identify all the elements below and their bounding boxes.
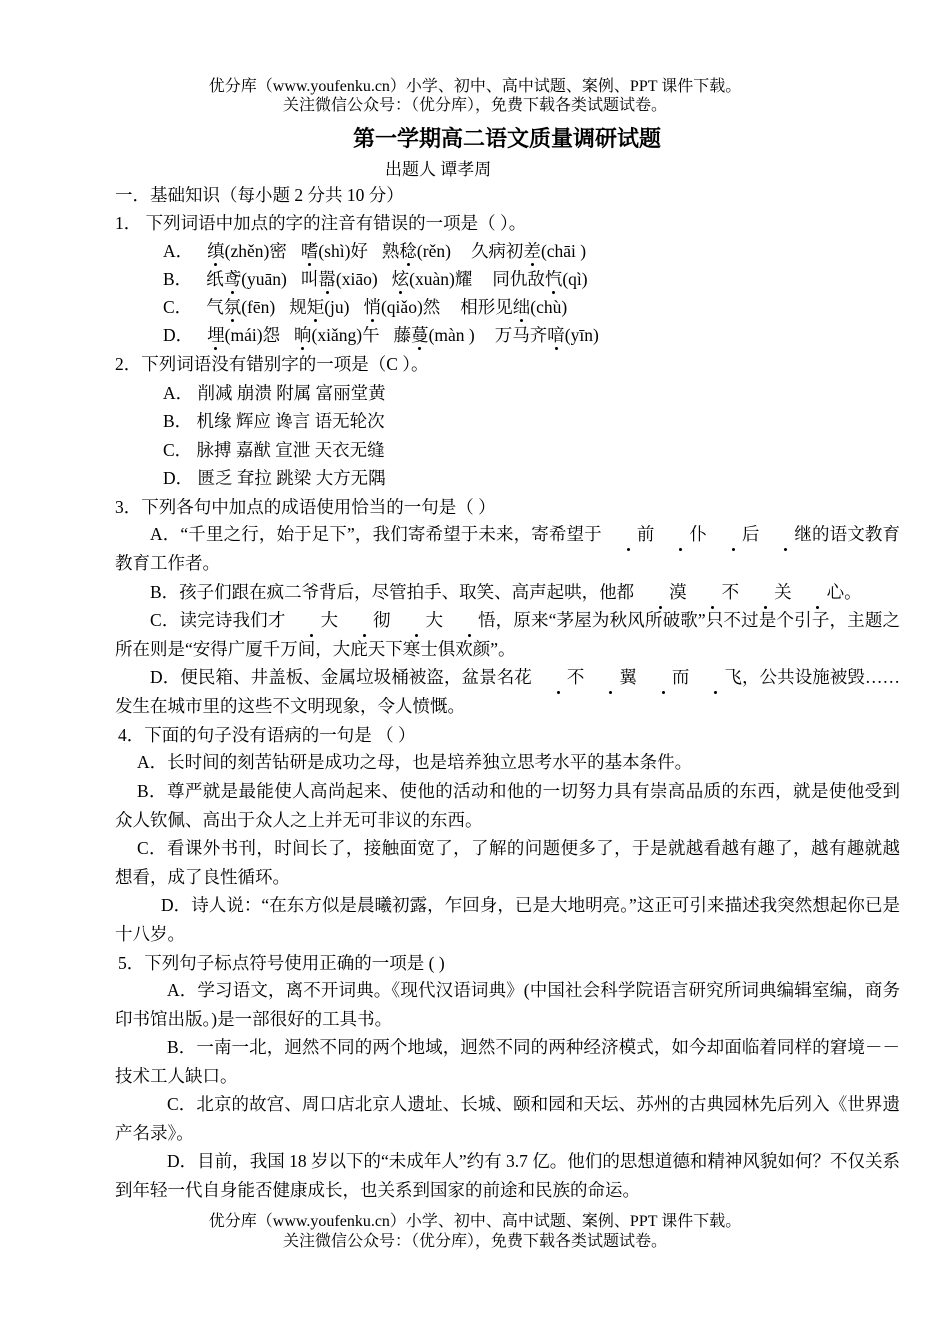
- dotted-char: 忾: [545, 266, 563, 292]
- dotted-char: 继: [759, 520, 812, 549]
- section-heading: 一．基础知识（每小题 2 分共 10 分）: [115, 185, 404, 205]
- q4-option-d: D．诗人说：“在东方似是晨曦初露，乍回身，已是大地明亮。”这正可引来描述我突然想起你已是十八岁。: [115, 895, 900, 944]
- q3-stem: 3．下列各句中加点的成语使用恰当的一句是（ ）: [115, 497, 496, 517]
- q5-option-a: A．学习语文，离不开词典。《现代汉语词典》(中国社会科学院语言研究所词典编辑室编，商务印书馆出版。)是一部很好的工具书。: [115, 980, 900, 1029]
- dotted-char: 彻: [338, 606, 391, 635]
- q3-option-d: D．便民箱、井盖板、金属垃圾桶被盗，盆景名花 不 翼 而 飞，公共设施被毁……发生在城市里的这些不文明现象，令人愤慨。: [115, 663, 900, 721]
- header-line-1: 优分库（www.youfenku.cn）小学、初中、高中试题、案例、PPT 课件下载。: [208, 78, 742, 95]
- q5-option-d: D．目前，我国 18 岁以下的“未成年人”约有 3.7 亿。他们的思想道德和精神风貌如何？不仅关系到年轻一代自身能否健康成长，也关系到国家的前途和民族的命运。: [115, 1151, 900, 1200]
- dotted-char: 不: [532, 663, 585, 692]
- dotted-char: 差: [523, 238, 541, 264]
- q1-option-d: D． 埋(mái)怨 晌(xiǎng)午 藤蔓(màn ) 万马齐喑(yīn): [163, 322, 599, 348]
- q4-option-b: B．尊严就是最能使人高尚起来、使他的活动和他的一切努力具有崇高品质的东西，就是使他受到众人钦佩、高出于众人之上并无可非议的东西。: [115, 781, 900, 830]
- dotted-char: 仆: [654, 520, 707, 549]
- dotted-char: 蔓: [411, 322, 429, 348]
- dotted-char: 后: [707, 520, 760, 549]
- q5-option-c: C．北京的故宫、周口店北京人遗址、长城、颐和园和天坛、苏州的古典园林先后列入《世界遗产名录》。: [115, 1094, 900, 1143]
- q4-stem: 4．下面的句子没有语病的一句是 （ ）: [118, 725, 416, 745]
- dotted-char: 氛: [224, 294, 242, 320]
- dotted-char: 矩: [307, 294, 325, 320]
- q1-stem: 1． 下列词语中加点的字的注音有错误的一项是（ ）。: [115, 213, 527, 233]
- q1-option-a: A． 缜(zhěn)密 嗜(shì)好 熟稔(rěn) 久病初差(chāi ): [163, 238, 586, 264]
- dotted-idiom: [286, 610, 496, 630]
- q1-option-b: B． 纸鸢(yuān) 叫嚣(xiāo) 炫(xuàn)耀 同仇敌忾(qì): [163, 266, 588, 292]
- dotted-char: 炫: [392, 266, 410, 292]
- dotted-char: 前: [602, 520, 655, 549]
- q2-option-b: B． 机缘 辉应 谗言 语无轮次: [163, 411, 385, 431]
- q2-option-c: C． 脉搏 嘉猷 宣泄 天衣无缝: [163, 440, 385, 460]
- dotted-char: 而: [637, 663, 690, 692]
- q1-option-c: C． 气氛(fēn) 规矩(ju) 悄(qiǎo)然 相形见绌(chù): [163, 294, 567, 320]
- dotted-char: 嗜: [301, 238, 319, 264]
- header-line-2: 关注微信公众号：（优分库），免费下载各类试题试卷。: [282, 97, 667, 114]
- dotted-char: 大: [286, 606, 339, 635]
- dotted-char: 稔: [399, 238, 417, 264]
- dotted-char: 悄: [363, 294, 381, 320]
- q2-option-a: A． 削减 崩溃 附属 富丽堂黄: [163, 383, 386, 403]
- dotted-char: 漠: [634, 578, 687, 607]
- q2-stem: 2．下列词语没有错别字的一项是（C ）。: [115, 354, 429, 374]
- dotted-char: 翼: [584, 663, 637, 692]
- dotted-char: 大: [391, 606, 444, 635]
- q5-stem: 5．下列句子标点符号使用正确的一项是 ( ): [118, 953, 445, 973]
- q3-option-b: B．孩子们跟在疯二爷背后，尽管拍手、取笑、高声起哄，他都 漠 不 关 心。: [115, 578, 900, 607]
- dotted-char: 飞: [689, 663, 742, 692]
- dotted-idiom: [634, 582, 844, 602]
- q4-option-a: A．长时间的刻苦钻研是成功之母，也是培养独立思考水平的基本条件。: [137, 752, 693, 772]
- footer-line-1: 优分库（www.youfenku.cn）小学、初中、高中试题、案例、PPT 课件下载。: [208, 1213, 742, 1230]
- dotted-char: 绌: [513, 294, 531, 320]
- dotted-char: 悟: [443, 606, 496, 635]
- q3-option-c: C．读完诗我们才 大 彻 大 悟，原来“茅屋为秋风所破歌”只不过是个引子，主题之所在则是“安得广厦千万间，大庇天下寒士俱欢颜”。: [115, 606, 900, 664]
- dotted-char: 喑: [547, 322, 565, 348]
- q3-option-a: A．“千里之行，始于足下”，我们寄希望于未来，寄希望于 前 仆 后 继的语文教育教育工作者。: [115, 520, 900, 578]
- page-title: 第一学期高二语文质量调研试题: [352, 126, 661, 151]
- dotted-char: 鸢: [224, 266, 242, 292]
- dotted-char: 缜: [207, 238, 225, 264]
- dotted-char: 晌: [294, 322, 312, 348]
- dotted-char: 关: [739, 578, 792, 607]
- dotted-char: 嚣: [318, 266, 336, 292]
- dotted-idiom: [532, 667, 742, 687]
- q2-option-d: D． 匮乏 耷拉 跳梁 大方无隅: [163, 468, 386, 488]
- q5-option-b: B．一南一北，迥然不同的两个地域，迥然不同的两种经济模式，如今却面临着同样的窘境－－技术工人缺口。: [115, 1037, 900, 1086]
- footer-line-2: 关注微信公众号：（优分库），免费下载各类试题试卷。: [282, 1233, 667, 1250]
- dotted-idiom: [602, 524, 812, 544]
- author-line: 出题人 谭孝周: [385, 160, 492, 179]
- q4-option-c: C．看课外书刊，时间长了，接触面宽了，了解的问题便多了，于是就越看越有趣了，越有趣就越想看，成了良性循环。: [115, 838, 900, 887]
- dotted-char: 心: [792, 578, 845, 607]
- dotted-char: 埋: [207, 322, 225, 348]
- dotted-char: 不: [687, 578, 740, 607]
